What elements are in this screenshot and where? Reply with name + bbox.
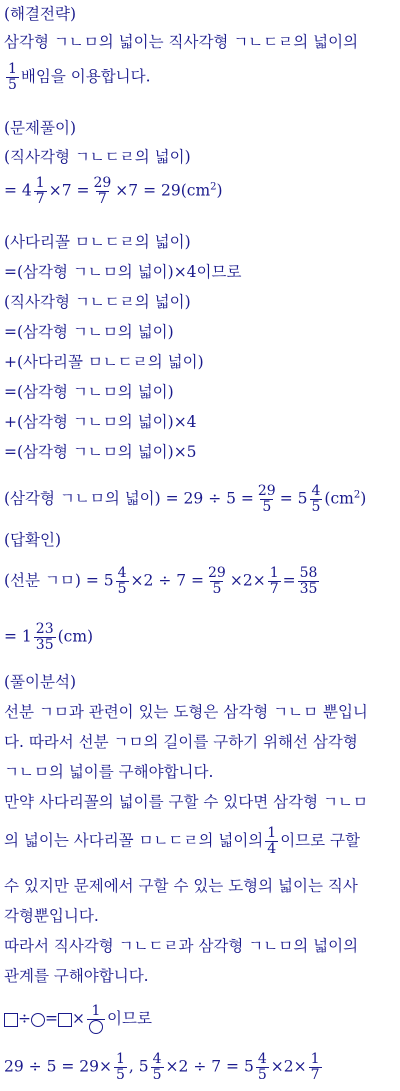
rect-area-label-2: (직사각형 ㄱㄴㄷㄹ의 넓이) bbox=[4, 293, 191, 311]
rect-area-equation: = 4 $\frac{1}{7}$ ×7 = $\frac{29}{7}$ $\times 7 = 29(cm^2)$ bbox=[4, 175, 223, 207]
analysis-heading: (풀이분석) bbox=[4, 673, 76, 691]
analysis-line-6: 수 있지만 문제에서 구할 수 있는 도형의 넓이는 직사 bbox=[4, 877, 358, 895]
strategy-heading: (해결전략) bbox=[4, 5, 76, 23]
sum-line-1: =(삼각형 ㄱㄴㅁ의 넓이) bbox=[4, 323, 174, 341]
segment-length-equation: (선분 ㄱㅁ) = 5 $\frac{4}{5}$ ×2 ÷ 7 = $\frac{29}{5}$ ×2× $\frac{1}{7}$ = $\frac{58}{35}$ bbox=[4, 565, 318, 597]
fraction: $\frac{1}{5}$ bbox=[8, 61, 17, 93]
square-shape bbox=[58, 1013, 72, 1027]
circle-shape bbox=[31, 1013, 45, 1027]
strategy-line-2: $\frac{1}{5}$ 배임을 이용합니다. bbox=[8, 61, 151, 93]
solution-heading: (문제풀이) bbox=[4, 119, 76, 137]
circle-shape bbox=[89, 1020, 103, 1034]
rect-area-label: (직사각형 ㄱㄴㄷㄹ의 넓이) bbox=[4, 148, 191, 166]
strategy-line-1: 삼각형 ㄱㄴㅁ의 넓이는 직사각형 ㄱㄴㄷㄹ의 넓이의 bbox=[4, 33, 359, 51]
check-heading: (답확인) bbox=[4, 531, 62, 549]
square-shape bbox=[4, 1013, 18, 1027]
triangle-area-equation: (삼각형 ㄱㄴㅁ의 넓이) = 29 ÷ 5 = $\frac{29}{5}$ = 5 $\frac{4}{5}$ $(cm^2)$ bbox=[4, 483, 367, 515]
sum-line-2: +(사다리꼴 ㅁㄴㄷㄹ의 넓이) bbox=[4, 353, 204, 371]
segment-length-result: = 1 $\frac{23}{35}$ (cm) bbox=[4, 621, 94, 653]
sum-line-4: +(삼각형 ㄱㄴㅁ의 넓이)×4 bbox=[4, 413, 197, 431]
division-examples: 29 ÷ 5 = 29× $\frac{1}{5}$ , 5 $\frac{4}{5}$ ×2 ÷ 7 = 5 $\frac{4}{5}$ ×2× $\frac{1}{7}$ bbox=[4, 1051, 320, 1083]
division-rule: ÷ = × 1 이므로 bbox=[4, 1004, 152, 1035]
analysis-line-2: 다. 따라서 선분 ㄱㅁ의 길이를 구하기 위해선 삼각형 bbox=[4, 733, 358, 751]
analysis-line-7: 각형뿐입니다. bbox=[4, 907, 99, 925]
analysis-line-4: 만약 사다리꼴의 넓이를 구할 수 있다면 삼각형 ㄱㄴㅁ bbox=[4, 793, 368, 811]
sum-line-3: =(삼각형 ㄱㄴㅁ의 넓이) bbox=[4, 383, 174, 401]
trap-area-label: (사다리꼴 ㅁㄴㄷㄹ의 넓이) bbox=[4, 233, 191, 251]
analysis-line-9: 관계를 구해야합니다. bbox=[4, 967, 149, 985]
analysis-line-1: 선분 ㄱㅁ과 관련이 있는 도형은 삼각형 ㄱㄴㅁ 뿐입니 bbox=[4, 703, 368, 721]
analysis-line-3: ㄱㄴㅁ의 넓이를 구해야합니다. bbox=[4, 763, 214, 781]
analysis-line-8: 따라서 직사각형 ㄱㄴㄷㄹ과 삼각형 ㄱㄴㅁ의 넓이의 bbox=[4, 937, 359, 955]
analysis-line-5: 의 넓이는 사다리꼴 ㅁㄴㄷㄹ의 넓이의 $\frac{1}{4}$ 이므로 구할 bbox=[4, 825, 360, 857]
sum-line-5: =(삼각형 ㄱㄴㅁ의 넓이)×5 bbox=[4, 443, 197, 461]
trap-area-relation: =(삼각형 ㄱㄴㅁ의 넓이)×4이므로 bbox=[4, 263, 242, 281]
